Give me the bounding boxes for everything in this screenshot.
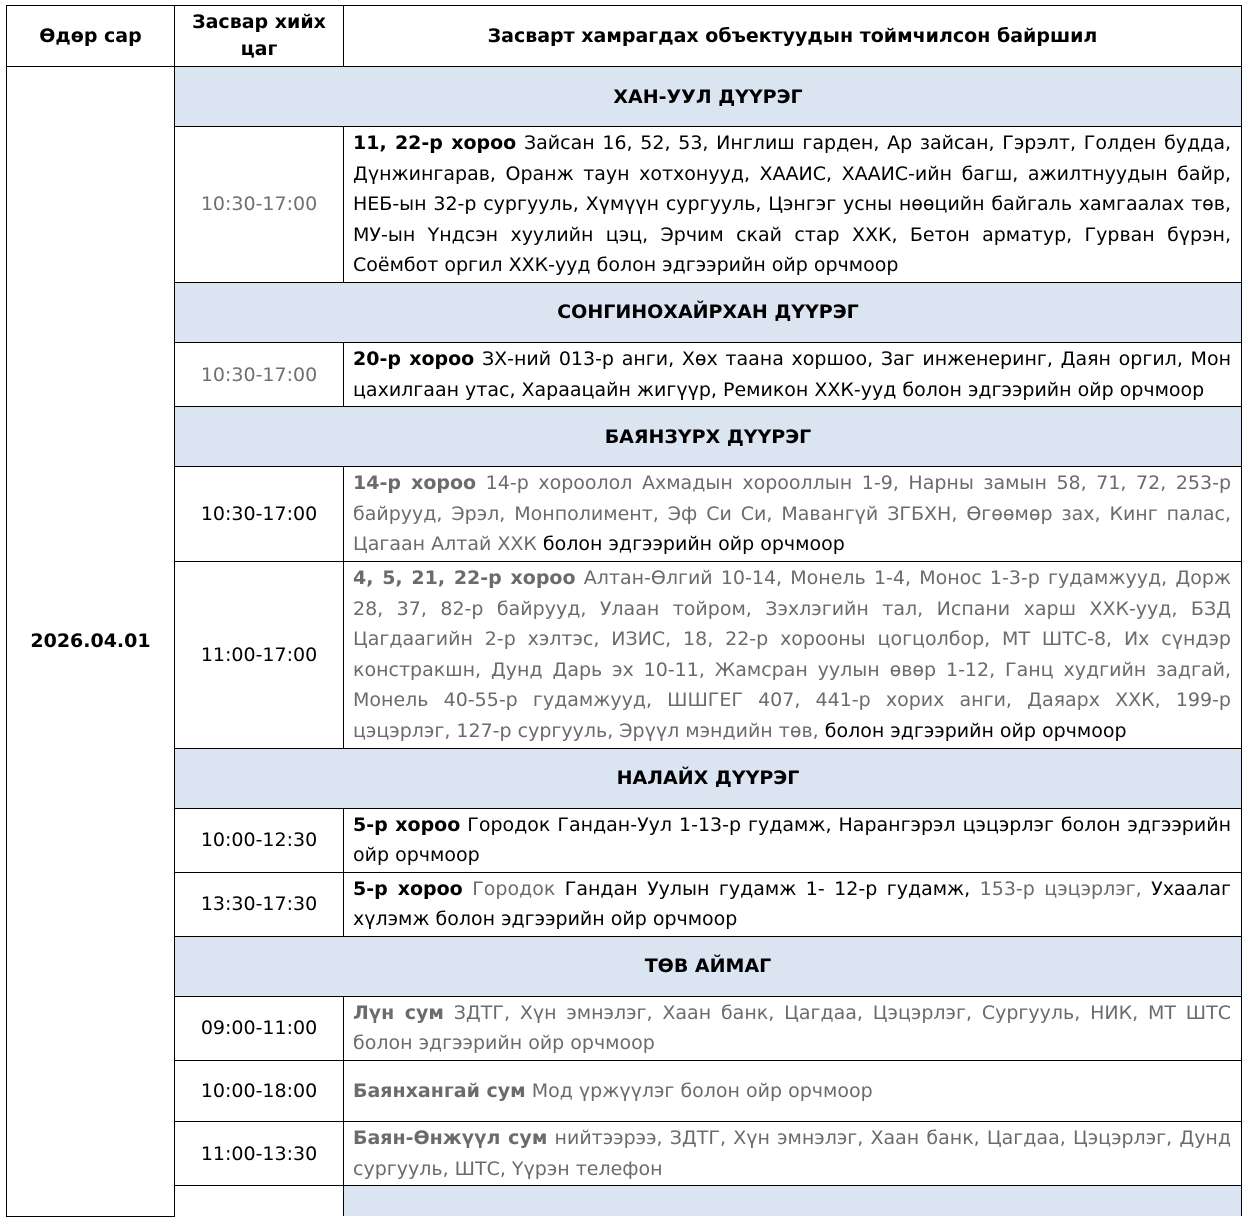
location-cell [344, 127, 1242, 283]
location-cell [344, 561, 1242, 748]
next-row-partial [7, 1186, 1242, 1217]
district-name: СОНГИНОХАЙРХАН ДҮҮРЭГ [175, 282, 1242, 342]
schedule-row [7, 1122, 1242, 1186]
schedule-row [7, 996, 1242, 1060]
time-cell: 10:00-18:00 [175, 1061, 344, 1122]
khoroo-label: 11, 22-р хороо [353, 132, 517, 154]
district-name: ТӨВ АЙМАГ [175, 936, 1242, 996]
time-cell: 10:00-12:30 [175, 808, 344, 872]
khoroo-label: 5-р хороо [353, 877, 463, 900]
khoroo-label: Баян-Өнжүүл сум [353, 1127, 548, 1150]
khoroo-label: 5-р хороо [353, 813, 461, 836]
schedule-row [7, 342, 1242, 406]
location-cell [344, 808, 1242, 872]
location-text: Ухаалаг хүлэмж болон эдгээрийн ойр орчмоор [353, 877, 1231, 931]
location-text: Городок Гандан-Уул 1-13-р гудамж, Нарангэрэл цэцэрлэг болон эдгээрийн ойр орчмоор [353, 813, 1231, 867]
khoroo-label: 20-р хороо [353, 347, 475, 370]
next-district-cell [344, 1186, 1242, 1217]
district-row [7, 936, 1242, 996]
location-text: 14-р хороолол Ахмадын хорооллын 1-9, Нарны замын 58, 71, 72, 253-р байрууд, Эрэл, Монполимент, Эф Си Си, Мавангүй ЗГБХН, Өгөөмөр зах, Кинг палас, Цагаан Алтай ХХК [353, 472, 1232, 556]
location-cell [344, 1122, 1242, 1186]
location-text: Гандан Уулын гудамж 1- 12-р гудамж, [555, 877, 971, 900]
schedule-row [7, 1061, 1242, 1122]
location-cell [344, 1061, 1242, 1122]
khoroo-label: Лүн сум [353, 1001, 444, 1024]
location-cell [344, 996, 1242, 1060]
schedule-row [7, 467, 1242, 562]
district-name: БАЯНЗҮРХ ДҮҮРЭГ [175, 407, 1242, 467]
time-cell: 11:00-17:00 [175, 561, 344, 748]
district-name: НАЛАЙХ ДҮҮРЭГ [175, 748, 1242, 808]
district-row [7, 748, 1242, 808]
time-cell: 13:30-17:30 [175, 872, 344, 936]
date-cell: 2026.04.01 [7, 67, 175, 1217]
khoroo-label: Баянхангай сум [353, 1079, 526, 1102]
location-cell [344, 872, 1242, 936]
time-cell: 09:00-11:00 [175, 996, 344, 1060]
location-text: Мод үржүүлэг болон ойр орчмоор [525, 1079, 873, 1102]
khoroo-label: 4, 5, 21, 22-р хороо [353, 566, 576, 589]
time-cell: 11:00-13:30 [175, 1122, 344, 1186]
time-cell: 10:30-17:00 [175, 467, 344, 562]
location-cell [344, 342, 1242, 406]
location-text: ЗХ-ний 013-р анги, Хөх таана хоршоо, Заг инженеринг, Даян оргил, Мон цахилгаан утас, Хараацайн жигүүр, Ремикон ХХК-ууд болон эдгээрийн ойр орчмоор [353, 347, 1231, 401]
header-date: Өдөр сар [7, 6, 175, 67]
header-location: Засварт хамрагдах объектуудын тоймчилсон байршил [344, 6, 1242, 67]
header-row [7, 6, 1242, 67]
time-cell: 10:30-17:00 [175, 127, 344, 283]
next-date-cell [175, 1186, 344, 1217]
time-cell: 10:30-17:00 [175, 342, 344, 406]
location-text: нийтээрээ, ЗДТГ, Хүн эмнэлэг, Хаан банк, Цагдаа, Цэцэрлэг, Дунд сургууль, ШТС, Үүрэн телефон [353, 1127, 1231, 1180]
header-time: Засвар хийх цаг [175, 6, 344, 67]
schedule-row [7, 127, 1242, 283]
schedule-row [7, 808, 1242, 872]
location-text-grey: 153-р цэцэрлэг, [970, 877, 1142, 900]
location-tail: болон эдгээрийн ойр орчмоор [536, 533, 845, 556]
location-tail: болон эдгээрийн ойр орчмоор [818, 719, 1127, 742]
outage-schedule-table [6, 5, 1242, 1217]
location-cell [344, 467, 1242, 562]
location-text-grey: Городок [462, 877, 556, 900]
schedule-row [7, 872, 1242, 936]
location-text: Алтан-Өлгий 10-14, Монель 1-4, Монос 1-3-р гудамжууд, Дорж 28, 37, 82-р байрууд, Улаан тойром, Зэхлэгийн тал, Испани харш ХХК-ууд, БЗД Цагдаагийн 2-р хэлтэс, ИЗИС, 18, 22-р хорооны цогцолбор, МТ ШТС-8, Их сүндэр констракшн, Дунд Дарь эх 10-11, Жамсран уулын өвөр 1-12, Ганц худгийн задгай, Монель 40-55-р гудамжууд, ШШГЕГ 407, 441-р хорих анги, Даяарх ХХК, 199-р цэцэрлэг, 127-р сургууль, Эрүүл мэндийн төв, [353, 566, 1231, 742]
schedule-row [7, 561, 1242, 748]
district-name: ХАН-УУЛ ДҮҮРЭГ [175, 67, 1242, 127]
district-row [7, 407, 1242, 467]
district-row [7, 282, 1242, 342]
district-row [7, 67, 1242, 127]
location-text: ЗДТГ, Хүн эмнэлэг, Хаан банк, Цагдаа, Цэцэрлэг, Сургууль, НИК, МТ ШТС болон эдгээрийн ойр орчмоор [353, 1001, 1231, 1055]
khoroo-label: 14-р хороо [353, 472, 477, 495]
location-text: Зайсан 16, 52, 53, Инглиш гарден, Ар зайсан, Гэрэлт, Голден будда, Дүнжингарав, Оранж таун хотхонууд, ХААИС, ХААИС-ийн багш, ажилтнуудын байр, НЕБ-ын 32-р сургууль, Хүмүүн сургууль, Цэнгэг усны нөөцийн байгаль хамгаалах төв, МУ-ын Үндсэн хуулийн цэц, Эрчим скай стар ХХК, Бетон арматур, Гурван бүрэн, Соёмбот оргил ХХК-ууд болон эдгээрийн ойр орчмоор [353, 132, 1231, 277]
